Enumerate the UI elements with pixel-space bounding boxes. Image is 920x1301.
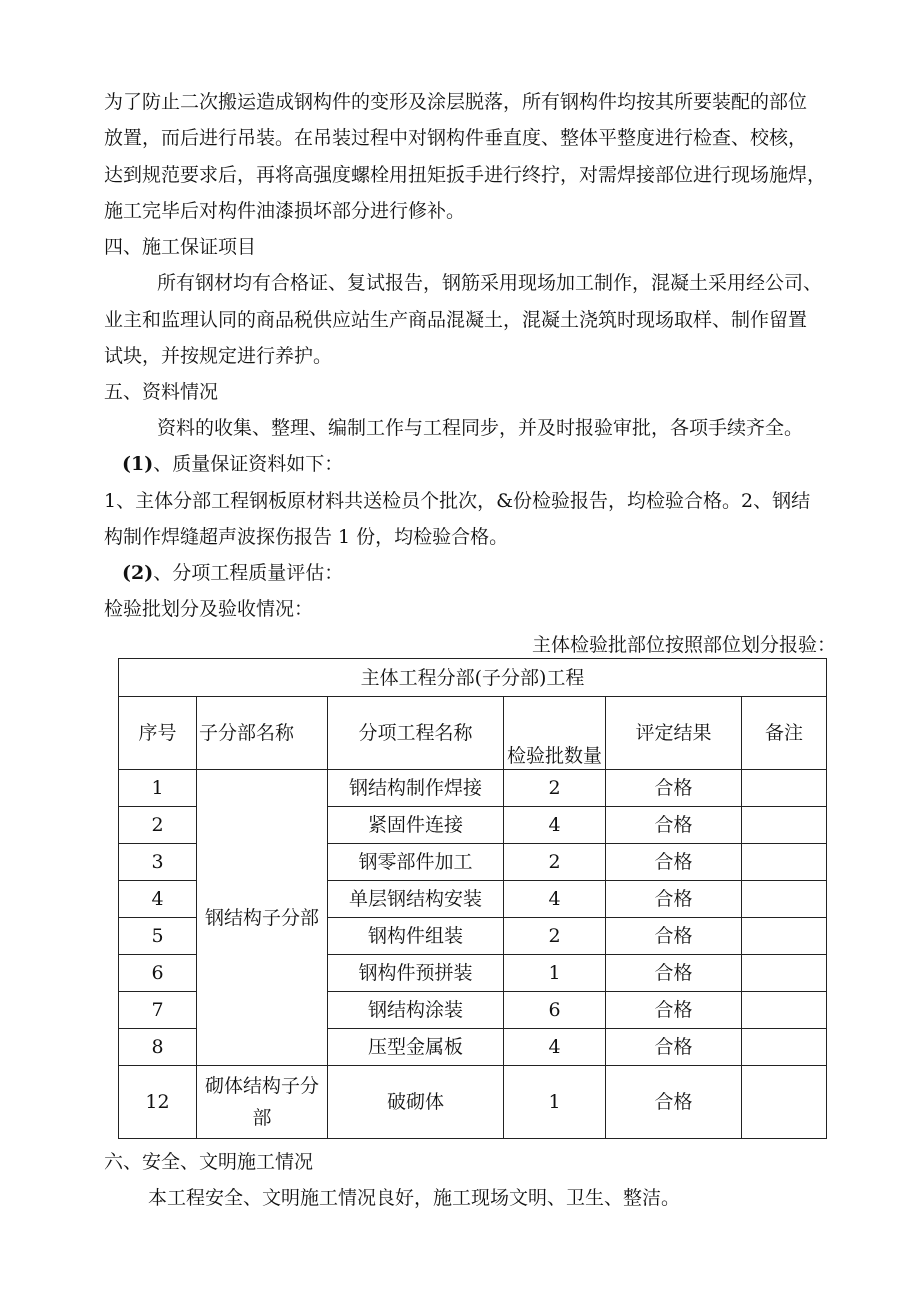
header-seq: 序号 <box>119 697 197 770</box>
row-result: 合格 <box>606 807 742 844</box>
sub-heading-text: 、质量保证资料如下： <box>153 453 344 475</box>
row-note <box>742 807 827 844</box>
row-seq: 7 <box>119 992 197 1029</box>
paragraph-line: 业主和监理认同的商品税供应站生产商品混凝土，混凝土浇筑时现场取样、制作留置 <box>104 309 808 331</box>
row-note <box>742 844 827 881</box>
row-item: 紧固件连接 <box>328 807 504 844</box>
inspection-table <box>118 658 827 1139</box>
row-seq: 12 <box>119 1066 197 1139</box>
sub-heading-text: 、分项工程质量评估： <box>153 562 344 584</box>
row-note <box>742 1029 827 1066</box>
row-count: 2 <box>504 918 606 955</box>
paragraph-line: 1、主体分部工程钢板原材料共送检员个批次，&份检验报告，均检验合格。2、钢结 <box>104 490 811 512</box>
row-item: 破砌体 <box>328 1066 504 1139</box>
header-item: 分项工程名称 <box>328 697 504 770</box>
paragraph-line: 构制作焊缝超声波探伤报告 1 份，均检验合格。 <box>104 526 509 548</box>
row-result: 合格 <box>606 881 742 918</box>
table-caption: 主体检验批部位按照部位划分报验： <box>531 634 836 656</box>
row-result: 合格 <box>606 918 742 955</box>
paragraph-line: 为了防止二次搬运造成钢构件的变形及涂层脱落，所有钢构件均按其所要装配的部位 <box>104 91 808 113</box>
row-note <box>742 992 827 1029</box>
row-seq: 3 <box>119 844 197 881</box>
row-note <box>742 1066 827 1139</box>
paragraph-line: 所有钢材均有合格证、复试报告，钢筋采用现场加工制作，混凝土采用经公司、 <box>157 272 823 294</box>
paragraph-line: 施工完毕后对构件油漆损坏部分进行修补。 <box>104 200 466 222</box>
row-item: 钢构件预拼装 <box>328 955 504 992</box>
row-count: 4 <box>504 881 606 918</box>
row-note <box>742 881 827 918</box>
sub-heading-number: (1) <box>122 453 154 475</box>
row-item: 单层钢结构安装 <box>328 881 504 918</box>
paragraph-line: 本工程安全、文明施工情况良好，施工现场文明、卫生、整洁。 <box>148 1187 681 1209</box>
sub-heading-1 <box>122 452 343 476</box>
row-seq: 2 <box>119 807 197 844</box>
table-row <box>119 1066 827 1139</box>
row-count: 2 <box>504 844 606 881</box>
row-count: 1 <box>504 955 606 992</box>
batch-label: 检验批划分及验收情况： <box>104 598 314 620</box>
header-batch-count: 检验批数量 <box>504 697 606 770</box>
row-note <box>742 770 827 807</box>
paragraph-line: 放置，而后进行吊装。在吊装过程中对钢构件垂直度、整体平整度进行检查、校核， <box>104 127 808 149</box>
row-item: 钢零部件加工 <box>328 844 504 881</box>
sub-heading-number: (2) <box>122 562 154 584</box>
row-item: 钢结构涂装 <box>328 992 504 1029</box>
row-result: 合格 <box>606 992 742 1029</box>
row-count: 1 <box>504 1066 606 1139</box>
section-5-title: 五、资料情况 <box>104 381 219 403</box>
section-6-title: 六、安全、文明施工情况 <box>104 1151 314 1173</box>
table-row <box>119 770 827 807</box>
table-title: 主体工程分部(子分部)工程 <box>119 659 827 697</box>
section-4-title: 四、施工保证项目 <box>104 236 257 258</box>
row-seq: 5 <box>119 918 197 955</box>
paragraph-line: 试块，并按规定进行养护。 <box>104 345 333 367</box>
sub-heading-2 <box>122 561 343 585</box>
header-sub-division: 子分部名称 <box>197 697 328 770</box>
row-count: 4 <box>504 1029 606 1066</box>
row-result: 合格 <box>606 844 742 881</box>
paragraph-line: 资料的收集、整理、编制工作与工程同步，并及时报验审批，各项手续齐全。 <box>157 417 804 439</box>
row-result: 合格 <box>606 955 742 992</box>
row-item: 压型金属板 <box>328 1029 504 1066</box>
row-count: 6 <box>504 992 606 1029</box>
row-count: 2 <box>504 770 606 807</box>
row-seq: 8 <box>119 1029 197 1066</box>
row-result: 合格 <box>606 1066 742 1139</box>
row-item: 钢构件组装 <box>328 918 504 955</box>
sub-division-masonry: 砌体结构子分部 <box>197 1066 328 1139</box>
paragraph-line: 达到规范要求后，再将高强度螺栓用扭矩扳手进行终拧，对需焊接部位进行现场施焊， <box>104 164 827 186</box>
row-seq: 6 <box>119 955 197 992</box>
row-seq: 1 <box>119 770 197 807</box>
row-seq: 4 <box>119 881 197 918</box>
row-note <box>742 955 827 992</box>
row-note <box>742 918 827 955</box>
row-item: 钢结构制作焊接 <box>328 770 504 807</box>
row-count: 4 <box>504 807 606 844</box>
sub-division-steel: 钢结构子分部 <box>197 770 328 1066</box>
header-note: 备注 <box>742 697 827 770</box>
row-result: 合格 <box>606 770 742 807</box>
header-result: 评定结果 <box>606 697 742 770</box>
row-result: 合格 <box>606 1029 742 1066</box>
